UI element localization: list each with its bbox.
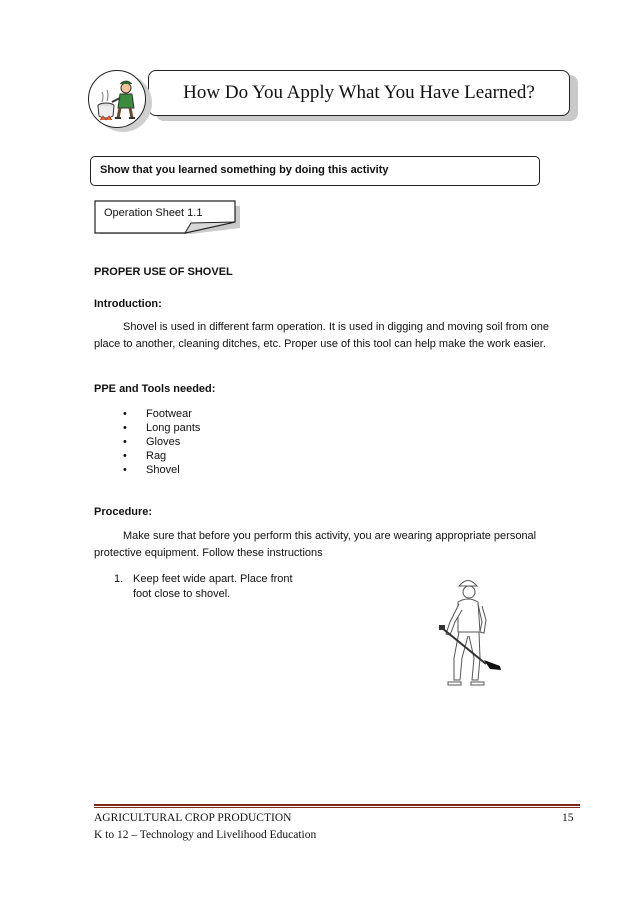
list-item: • Gloves <box>117 435 200 449</box>
introduction-heading: Introduction: <box>94 298 162 310</box>
activity-instruction: Show that you learned something by doing this activity <box>100 164 389 176</box>
ppe-list <box>117 407 200 477</box>
worker-shovel-illustration <box>428 574 508 690</box>
list-item: • Rag <box>117 449 200 463</box>
section-title: How Do You Apply What You Have Learned? <box>183 82 535 103</box>
operation-sheet-label: Operation Sheet 1.1 <box>104 207 203 219</box>
list-item: • Long pants <box>117 421 200 435</box>
page-number: 15 <box>562 812 574 824</box>
procedure-heading: Procedure: <box>94 506 153 518</box>
list-item: • Footwear <box>117 407 200 421</box>
footer-subtitle: K to 12 – Technology and Livelihood Education <box>94 829 317 841</box>
step-number: 1. <box>114 573 124 585</box>
farmer-cooking-icon <box>90 72 144 126</box>
procedure-text: Make sure that before you perform this activity, you are wearing appropriate personal protective equipment. Follow these instructions <box>94 530 537 559</box>
ppe-heading: PPE and Tools needed: <box>94 383 216 395</box>
document-title: PROPER USE OF SHOVEL <box>94 266 233 278</box>
footer-rule <box>94 804 580 806</box>
introduction-text: Shovel is used in different farm operation. It is used in digging and moving soil from one place to another, cleaning ditches, etc. Proper use of this tool can help make the work easier. <box>94 321 549 350</box>
list-item: • Shovel <box>117 463 200 477</box>
step-text-line1: Keep feet wide apart. Place front <box>133 573 293 585</box>
footer-title: AGRICULTURAL CROP PRODUCTION <box>94 812 292 824</box>
operation-sheet-note <box>94 200 240 238</box>
footer-rule-thin <box>94 807 580 808</box>
step-text-line2: foot close to shovel. <box>133 588 231 600</box>
